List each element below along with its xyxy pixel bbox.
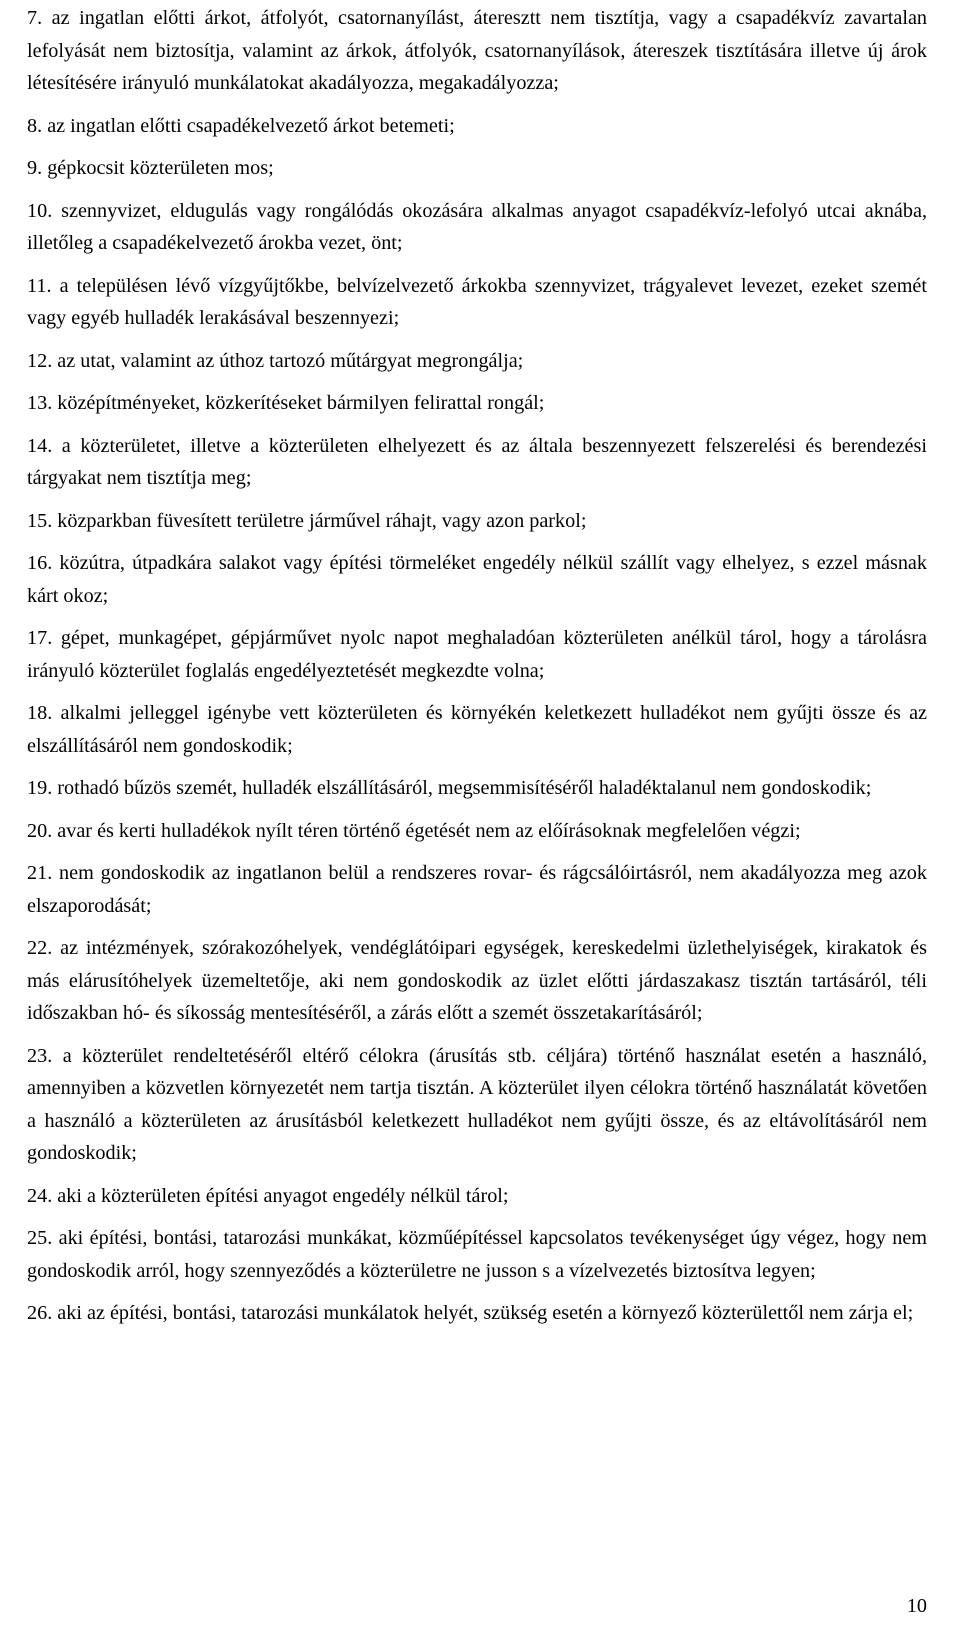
list-item-18: 18. alkalmi jelleggel igénybe vett közterületen és környékén keletkezett hulladékot nem gyűjti össze és az elszállításáról nem gondoskodik; [27,702,927,757]
list-item-20: 20. avar és kerti hulladékok nyílt téren történő égetését nem az előírásoknak megfelelően végzi; [27,819,801,842]
list-item-24: 24. aki a közterületen építési anyagot engedély nélkül tárol; [27,1184,509,1207]
list-item-7: 7. az ingatlan előtti árkot, átfolyót, csatornanyílást, áteresztt nem tisztítja, vagy a csapadékvíz zavartalan lefolyását nem biztosítja, valamint az árkok, átfolyók, csatornanyílások, átereszek tisztítására illetve új árok létesítésére irányuló munkálatokat akadályozza, megakadályozza; [27,7,927,94]
list-item-9: 9. gépkocsit közterületen mos; [27,157,274,179]
list-item-16: 16. közútra, útpadkára salakot vagy építési törmeléket engedély nélkül szállít vagy elhelyez, s ezzel másnak kárt okoz; [27,552,927,607]
list-item-17: 17. gépet, munkagépet, gépjárművet nyolc napot meghaladóan közterületen anélkül tárol, hogy a tárolásra irányuló közterület foglalás engedélyeztetését megkezdte volna; [27,627,927,682]
list-item-25: 25. aki építési, bontási, tatarozási munkákat, közműépítéssel kapcsolatos tevékenységet úgy végez, hogy nem gondoskodik arról, hogy szennyeződés a közterületre ne jusson s a vízelvezetés biztosítva legyen; [27,1227,927,1282]
list-item-8: 8. az ingatlan előtti csapadékelvezető árkot betemeti; [27,114,455,137]
list-item-10: 10. szennyvizet, eldugulás vagy rongálódás okozására alkalmas anyagot csapadékvíz-lefolyó utcai aknába, illetőleg a csapadékelvezető árokba vezet, önt; [27,199,927,254]
list-item-21: 21. nem gondoskodik az ingatlanon belül a rendszeres rovar- és rágcsálóirtásról, nem akadályozza meg azok elszaporodását; [27,862,927,917]
list-item-22: 22. az intézmények, szórakozóhelyek, vendéglátóipari egységek, kereskedelmi üzlethelyiségek, kirakatok és más elárusítóhelyek üzemeltetője, aki nem gondoskodik az üzlet előtti járdaszakasz tisztán tartásáról, téli időszakban hó- és síkosság mentesítéséről, a zárás előtt a szemét összetakarításáról; [27,937,927,1024]
regulation-list [27,2,927,1340]
list-item-12: 12. az utat, valamint az úthoz tartozó műtárgyat megrongálja; [27,349,524,372]
list-item-14: 14. a közterületet, illetve a közterületen elhelyezett és az általa beszennyezett felszerelési és berendezési tárgyakat nem tisztítja meg; [27,434,927,489]
list-item-19: 19. rothadó bűzös szemét, hulladék elszállításáról, megsemmisítéséről haladéktalanul nem gondoskodik; [27,777,872,799]
page-number: 10 [906,1595,927,1617]
list-item-11: 11. a településen lévő vízgyűjtőkbe, belvízelvezető árkokba szennyvizet, trágyalevet levezet, ezeket szemét vagy egyéb hulladék lerakásával beszennyezi; [27,274,927,329]
list-item-15: 15. közparkban füvesített területre járművel ráhajt, vagy azon parkol; [27,509,587,532]
list-item-23: 23. a közterület rendeltetéséről eltérő célokra (árusítás stb. céljára) történő használat esetén a használó, amennyiben a közvetlen környezetét nem tartja tisztán. A közterület ilyen célokra történő használatát követően a használó a közterületen az árusításból keletkezett hulladékot nem gyűjti össze, és az eltávolításáról nem gondoskodik; [27,1044,927,1164]
list-item-26: 26. aki az építési, bontási, tatarozási munkálatok helyét, szükség esetén a környező közterülettől nem zárja el; [27,1302,914,1324]
list-item-13: 13. középítményeket, közkerítéseket bármilyen felirattal rongál; [27,392,545,414]
